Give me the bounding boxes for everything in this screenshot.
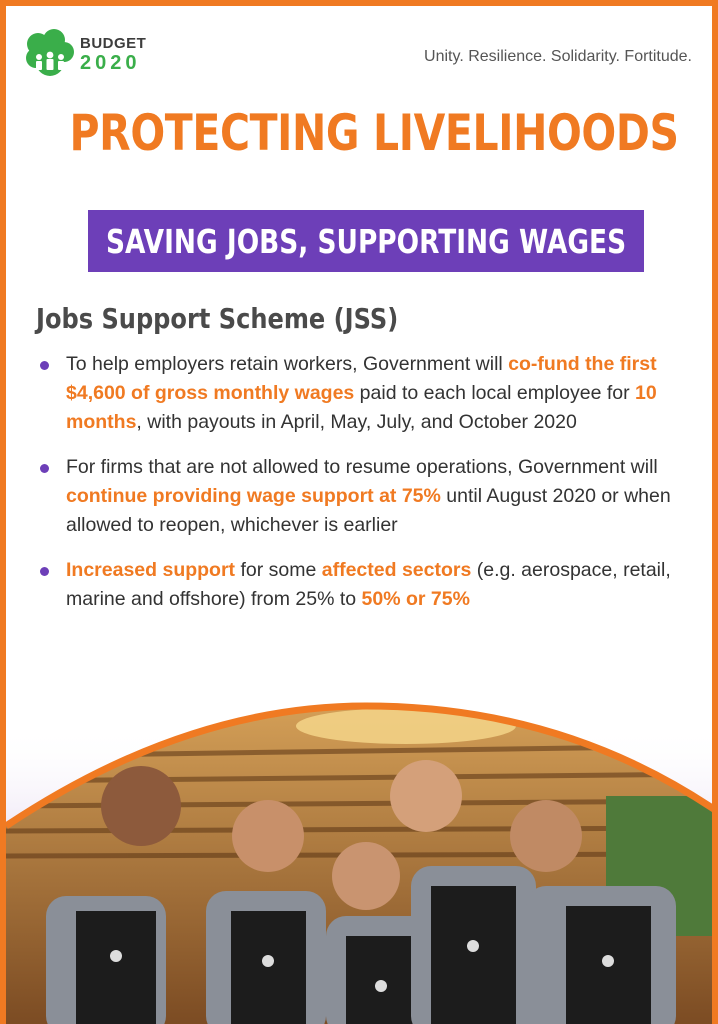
bullet-text: (e.g. aerospace, retail, marine and offshore) from 25% to (66, 559, 671, 610)
list-item (38, 453, 698, 540)
logo-label: BUDGET (80, 34, 147, 52)
logo-year: 2020 (80, 51, 141, 74)
purple-dot-icon (40, 464, 49, 473)
bullet-list (38, 350, 698, 630)
page-title: PROTECTING LIVELIHOODS (69, 104, 679, 162)
subtitle-banner (88, 210, 644, 272)
family-heart-logo-icon (24, 28, 76, 80)
section-title: Jobs Support Scheme (JSS) (36, 302, 399, 335)
bullet-text: For firms that are not allowed to resume operations, Government will (66, 456, 658, 478)
photo-illustration (6, 686, 718, 1024)
bullet-text: paid to each local employee for (354, 382, 636, 404)
bullet-highlight: Increased support (66, 559, 236, 581)
tagline: Unity. Resilience. Solidarity. Fortitude. (424, 48, 692, 65)
bullet-highlight: co-fund the first $4,600 of gross monthly wages (66, 353, 657, 404)
list-item (38, 350, 698, 437)
bullet-highlight: 10 months (66, 382, 657, 433)
budget-logo (24, 28, 146, 80)
bullet-highlight: affected sectors (321, 559, 472, 581)
bullet-highlight: continue providing wage support at 75% (66, 485, 441, 507)
bullet-text: To help employers retain workers, Government will (66, 353, 509, 375)
bullet-text: for some (235, 559, 322, 581)
bullet-text: , with payouts in April, May, July, and October 2020 (136, 411, 577, 433)
bullet-highlight: 50% or 75% (361, 588, 470, 610)
list-item (38, 556, 698, 614)
purple-dot-icon (40, 567, 49, 576)
banner-text: SAVING JOBS, SUPPORTING WAGES (105, 221, 627, 261)
purple-dot-icon (40, 361, 49, 370)
staff-group-photo (6, 686, 718, 1024)
bullet-text: until August 2020 or when allowed to reopen, whichever is earlier (66, 485, 671, 536)
